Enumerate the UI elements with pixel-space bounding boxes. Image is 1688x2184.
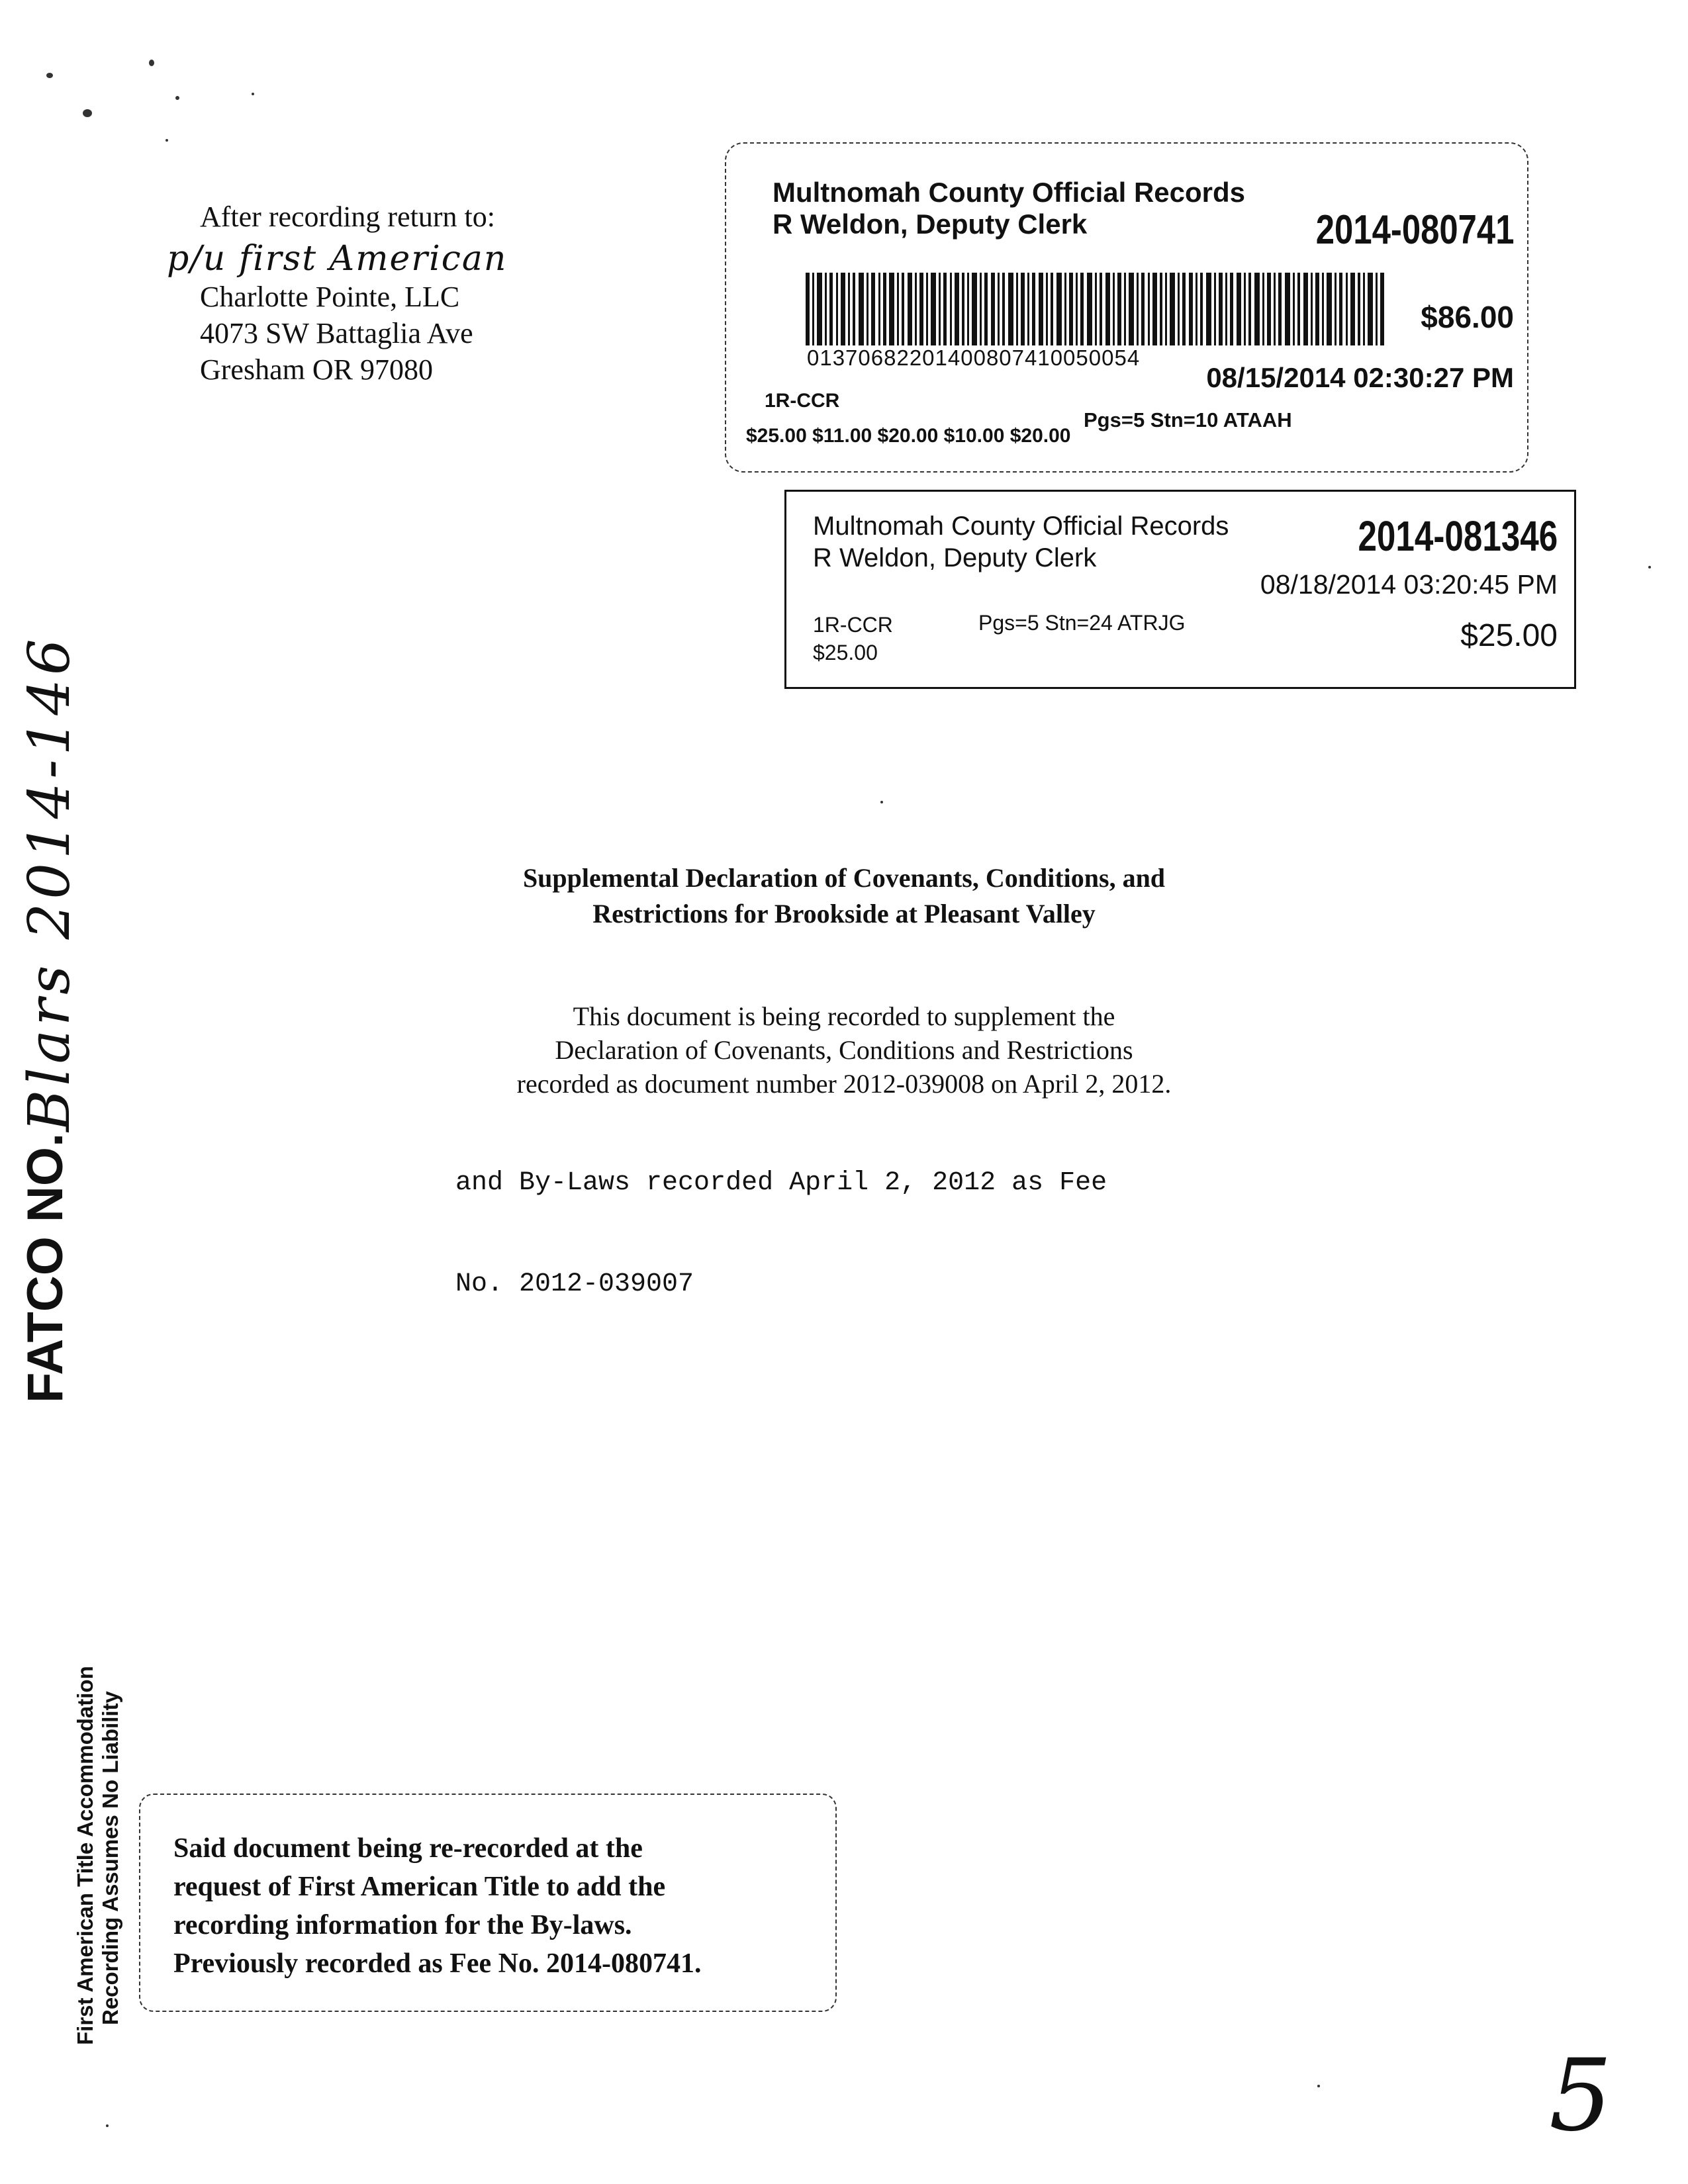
stamp1-datetime: 08/15/2014 02:30:27 PM xyxy=(1206,362,1514,393)
stamp1-clerk: R Weldon, Deputy Clerk xyxy=(773,208,1088,240)
return-line-1: Charlotte Pointe, LLC xyxy=(200,281,460,313)
stamp2-code-amount: $25.00 xyxy=(813,641,878,664)
rerecord-line-4: Previously recorded as Fee No. 2014-080741. xyxy=(173,1948,702,1979)
scan-speck xyxy=(149,60,154,66)
accommodation-notice xyxy=(46,1635,122,2045)
body-line-1: This document is being recorded to supplement the xyxy=(573,1001,1115,1031)
return-address-block xyxy=(167,199,508,388)
document-title xyxy=(397,860,1291,932)
body-line-2: Declaration of Covenants, Conditions and Restrictions xyxy=(555,1035,1133,1065)
stamp2-doc-number: 2014-081346 xyxy=(1358,512,1558,560)
stamp1-pages-station: Pgs=5 Stn=10 ATAAH xyxy=(1084,408,1292,432)
stamp2-clerk: R Weldon, Deputy Clerk xyxy=(813,543,1097,572)
title-line-2: Restrictions for Brookside at Pleasant Valley xyxy=(592,899,1096,929)
accommodation-line-1: First American Title Accommodation xyxy=(73,1666,97,2045)
fatco-label: FATCO NO. xyxy=(17,1132,73,1403)
body-paragraph xyxy=(430,999,1258,1101)
scan-speck xyxy=(106,2124,109,2127)
rerecord-line-1: Said document being re-recorded at the xyxy=(173,1833,643,1864)
fatco-handwritten-number: Blars 2014-146 xyxy=(17,635,83,1132)
return-heading: After recording return to: xyxy=(200,201,495,233)
typed-addendum xyxy=(455,1099,1107,1335)
stamp1-amounts: $25.00 $11.00 $20.00 $10.00 $20.00 xyxy=(746,425,1071,447)
scan-speck xyxy=(252,93,254,95)
fatco-stamp xyxy=(0,582,132,1403)
scan-speck xyxy=(1648,566,1651,569)
stamp2-office-block xyxy=(813,510,1229,574)
rerecord-line-3: recording information for the By-laws. xyxy=(173,1910,632,1940)
stamp2-office: Multnomah County Official Records xyxy=(813,512,1229,541)
recording-stamp-1 xyxy=(725,142,1528,473)
stamp2-code: 1R-CCR xyxy=(813,613,893,637)
scan-speck xyxy=(46,73,53,78)
stamp1-office-block xyxy=(773,177,1245,240)
typed-line-2: No. 2012-039007 xyxy=(455,1269,694,1299)
stamp1-office: Multnomah County Official Records xyxy=(773,177,1246,208)
scan-speck xyxy=(165,139,168,142)
handwritten-page-number: 5 xyxy=(1549,2038,1613,2154)
stamp1-fee: $86.00 xyxy=(1421,300,1514,334)
stamp2-pages-station: Pgs=5 Stn=24 ATRJG xyxy=(978,611,1186,635)
typed-line-1: and By-Laws recorded April 2, 2012 as Fee xyxy=(455,1168,1107,1198)
stamp1-code: 1R-CCR xyxy=(765,390,840,412)
stamp2-code-block xyxy=(813,611,893,666)
scan-speck xyxy=(880,801,883,803)
barcode-icon xyxy=(806,273,1388,345)
recording-stamp-2 xyxy=(784,490,1576,689)
accommodation-line-2: Recording Assumes No Liability xyxy=(98,1691,122,2025)
rerecord-notice-box xyxy=(139,1794,837,2012)
return-line-2: 4073 SW Battaglia Ave xyxy=(200,317,473,349)
return-line-3: Gresham OR 97080 xyxy=(200,353,433,386)
rerecord-line-2: request of First American Title to add the xyxy=(173,1872,666,1902)
handwritten-pickup-note: p/u first American xyxy=(167,239,508,279)
scan-speck xyxy=(175,96,179,100)
scan-speck xyxy=(83,109,92,117)
body-line-3: recorded as document number 2012-039008 on April 2, 2012. xyxy=(516,1069,1172,1099)
scan-speck xyxy=(1317,2085,1320,2087)
rerecord-text xyxy=(173,1829,702,1983)
stamp2-fee: $25.00 xyxy=(1460,618,1558,653)
title-line-1: Supplemental Declaration of Covenants, Conditions, and xyxy=(522,863,1166,893)
stamp2-datetime: 08/18/2014 03:20:45 PM xyxy=(1260,569,1558,600)
stamp1-doc-number: 2014-080741 xyxy=(1315,207,1514,253)
stamp1-barcode-number: 01370682201400807410050054 xyxy=(807,345,1141,370)
